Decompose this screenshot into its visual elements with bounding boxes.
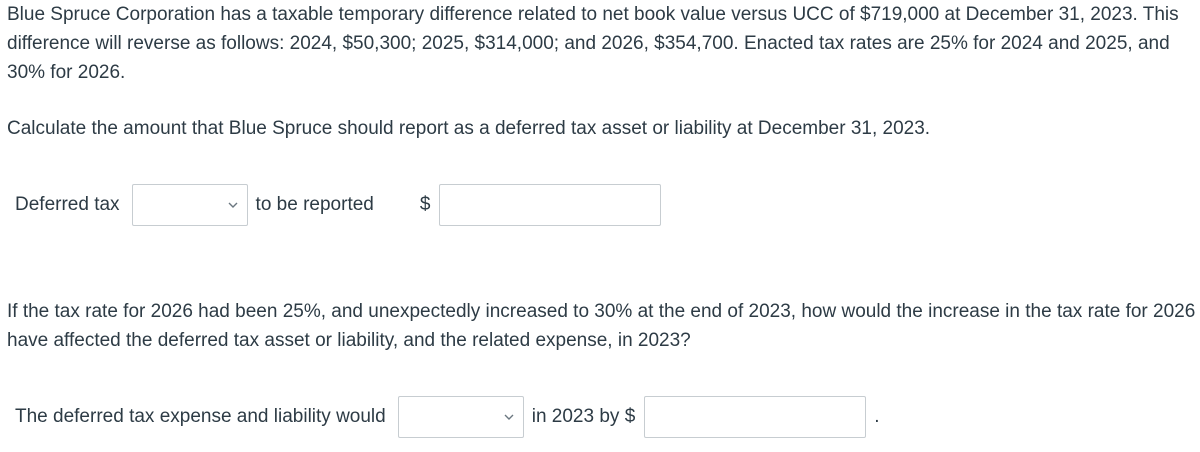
to-be-reported-label: to be reported bbox=[255, 194, 374, 215]
effect-amount-input[interactable] bbox=[644, 396, 866, 438]
sentence-period: . bbox=[874, 406, 880, 427]
asset-liability-dropdown[interactable] bbox=[132, 184, 248, 226]
chevron-down-icon bbox=[226, 198, 240, 212]
deferred-tax-label: Deferred tax bbox=[15, 194, 120, 215]
chevron-down-icon bbox=[502, 410, 516, 424]
deferred-tax-amount-input[interactable] bbox=[439, 184, 661, 226]
in-2023-by-label: in 2023 by $ bbox=[531, 406, 636, 427]
rate-change-answer-row bbox=[15, 396, 880, 438]
expense-liability-label: The deferred tax expense and liability would bbox=[15, 406, 386, 427]
question-rate-change-effect: If the tax rate for 2026 had been 25%, and unexpectedly increased to 30% at the end of 2023, how would the increase in the tax rate for 2026 have affected the deferred tax asset or liability, and the related expense, in 2023? bbox=[7, 301, 1196, 351]
increase-decrease-dropdown[interactable] bbox=[398, 396, 524, 438]
question-deferred-tax-amount: Calculate the amount that Blue Spruce should report as a deferred tax asset or liability at December 31, 2023. bbox=[7, 118, 931, 139]
currency-symbol: $ bbox=[419, 194, 431, 215]
problem-statement: Blue Spruce Corporation has a taxable temporary difference related to net book value versus UCC of $719,000 at December 31, 2023. This difference will reverse as follows: 2024, $50,300; 2025, $314,000; and 2026, $354,700. Enacted tax rates are 25% for 2024 and 2025, and 30% for 2026. bbox=[7, 4, 1179, 83]
deferred-tax-answer-row bbox=[15, 184, 661, 226]
